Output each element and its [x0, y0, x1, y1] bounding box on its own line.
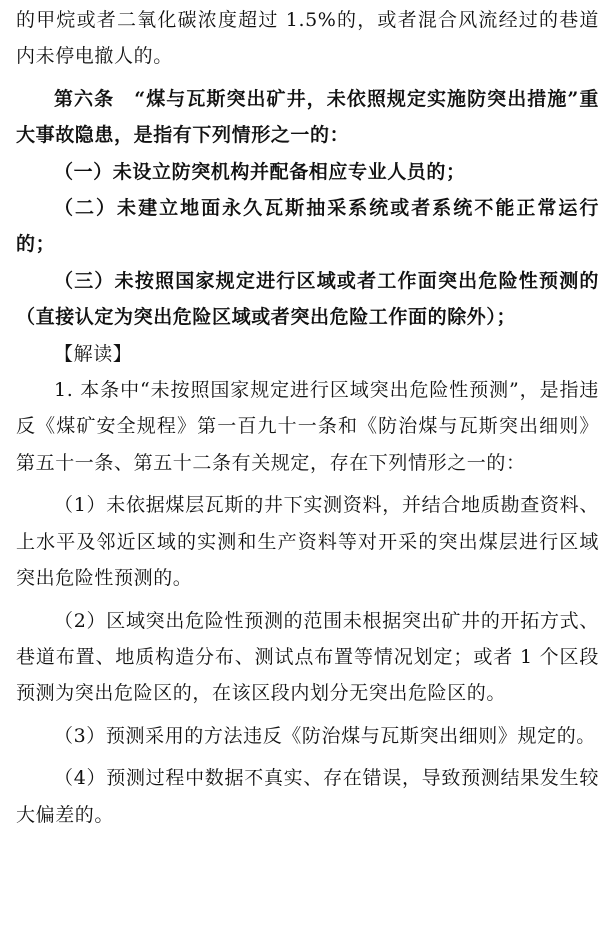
article-six-title: 第六条 “煤与瓦斯突出矿井，未依照规定实施防突出措施”重大事故隐患，是指有下列情形之一的：	[16, 87, 599, 147]
sub-item-4: （4）预测过程中数据不真实、存在错误，导致预测结果发生较大偏差的。	[16, 767, 599, 826]
item-one: （一）未设立防突机构并配备相应专业人员的；	[54, 160, 466, 183]
interpretation-paragraph-1: 1. 本条中“未按照国家规定进行区域突出危险性预测”，是指违反《煤矿安全规程》第一百九十一条和《防治煤与瓦斯突出细则》第五十一条、第五十二条有关规定，存在下列情形之一的：	[16, 379, 599, 474]
item-two: （二）未建立地面永久瓦斯抽采系统或者系统不能正常运行的；	[16, 197, 599, 256]
item-three: （三）未按照国家规定进行区域或者工作面突出危险性预测的（直接认定为突出危险区域或者突出危险工作面的除外）；	[16, 269, 599, 329]
interpretation-heading: 【解读】	[54, 342, 133, 365]
sub-item-3: （3）预测采用的方法违反《防治煤与瓦斯突出细则》规定的。	[54, 724, 596, 747]
paragraph-gas-concentration: 的甲烷或者二氧化碳浓度超过 1.5%的，或者混合风流经过的巷道内未停电撤人的。	[16, 9, 599, 68]
sub-item-2: （2）区域突出危险性预测的范围未根据突出矿井的开拓方式、巷道布置、地质构造分布、测试点布置等情况划定；或者 1 个区段预测为突出危险区的，在该区段内划分无突出危险区的。	[16, 609, 599, 705]
sub-item-1: （1）未依据煤层瓦斯的井下实测资料，并结合地质勘查资料、上水平及邻近区域的实测和生产资料等对开采的突出煤层进行区域突出危险性预测的。	[16, 494, 599, 590]
